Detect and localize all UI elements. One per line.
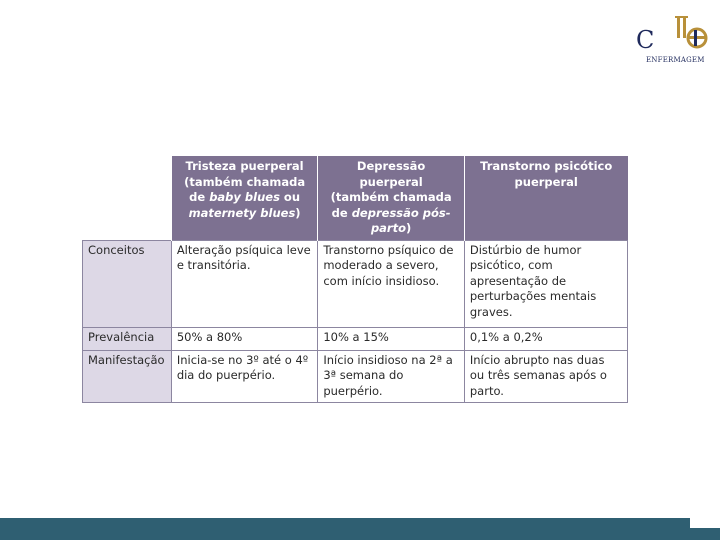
row-label-conceitos: Conceitos [83, 240, 172, 327]
column-header-title: Tristeza puerperal [185, 159, 304, 173]
column-header-subtitle-italic: maternety blues [188, 205, 296, 220]
row-label-prevalencia: Prevalência [83, 327, 172, 350]
company-logo [632, 12, 712, 68]
table-corner-cell [83, 156, 172, 240]
table-cell: Início insidioso na 2ª a 3ª semana do puerpério. [318, 350, 465, 403]
column-header-depressao [318, 156, 465, 240]
table-row-manifestacao [83, 350, 628, 403]
column-header-title: Transtorno psicótico puerperal [480, 159, 613, 189]
table-row-prevalencia [83, 327, 628, 350]
column-header-subtitle-suffix: ) [406, 221, 412, 235]
column-header-subtitle-italic: depressão pós-parto [351, 205, 451, 235]
column-header-subtitle-prefix: (também chamada de [330, 190, 452, 220]
footer-bar-cap [690, 528, 720, 540]
table-header-row [83, 156, 628, 240]
table-cell: Alteração psíquica leve e transitória. [171, 240, 318, 327]
logo-monogram-icon [674, 14, 710, 50]
table-cell: Distúrbio de humor psicótico, com apresentação de perturbações mentais graves. [464, 240, 627, 327]
row-label-manifestacao: Manifestação [83, 350, 172, 403]
table-cell: Inicia-se no 3º até o 4º dia do puerpério. [171, 350, 318, 403]
column-header-title: Depressão puerperal [356, 159, 426, 189]
comparison-table [82, 156, 628, 403]
table-cell: 10% a 15% [318, 327, 465, 350]
column-header-subtitle-italic: baby blues [209, 190, 280, 204]
table-row-conceitos [83, 240, 628, 327]
column-header-subtitle-mid: ou [279, 190, 301, 204]
logo-subtitle: ENFERMAGEM [646, 56, 705, 64]
table-cell: Início abrupto nas duas ou três semanas após o parto. [464, 350, 627, 403]
column-header-subtitle-prefix: (também chamada de [184, 174, 306, 204]
logo-letter: C [636, 26, 655, 54]
column-header-tristeza [171, 156, 318, 240]
column-header-transtorno [464, 156, 627, 240]
table-cell: 0,1% a 0,2% [464, 327, 627, 350]
footer-bar [0, 518, 690, 540]
table-cell: Transtorno psíquico de moderado a severo, com início insidioso. [318, 240, 465, 327]
table-cell: 50% a 80% [171, 327, 318, 350]
column-header-subtitle-suffix: ) [295, 205, 301, 220]
